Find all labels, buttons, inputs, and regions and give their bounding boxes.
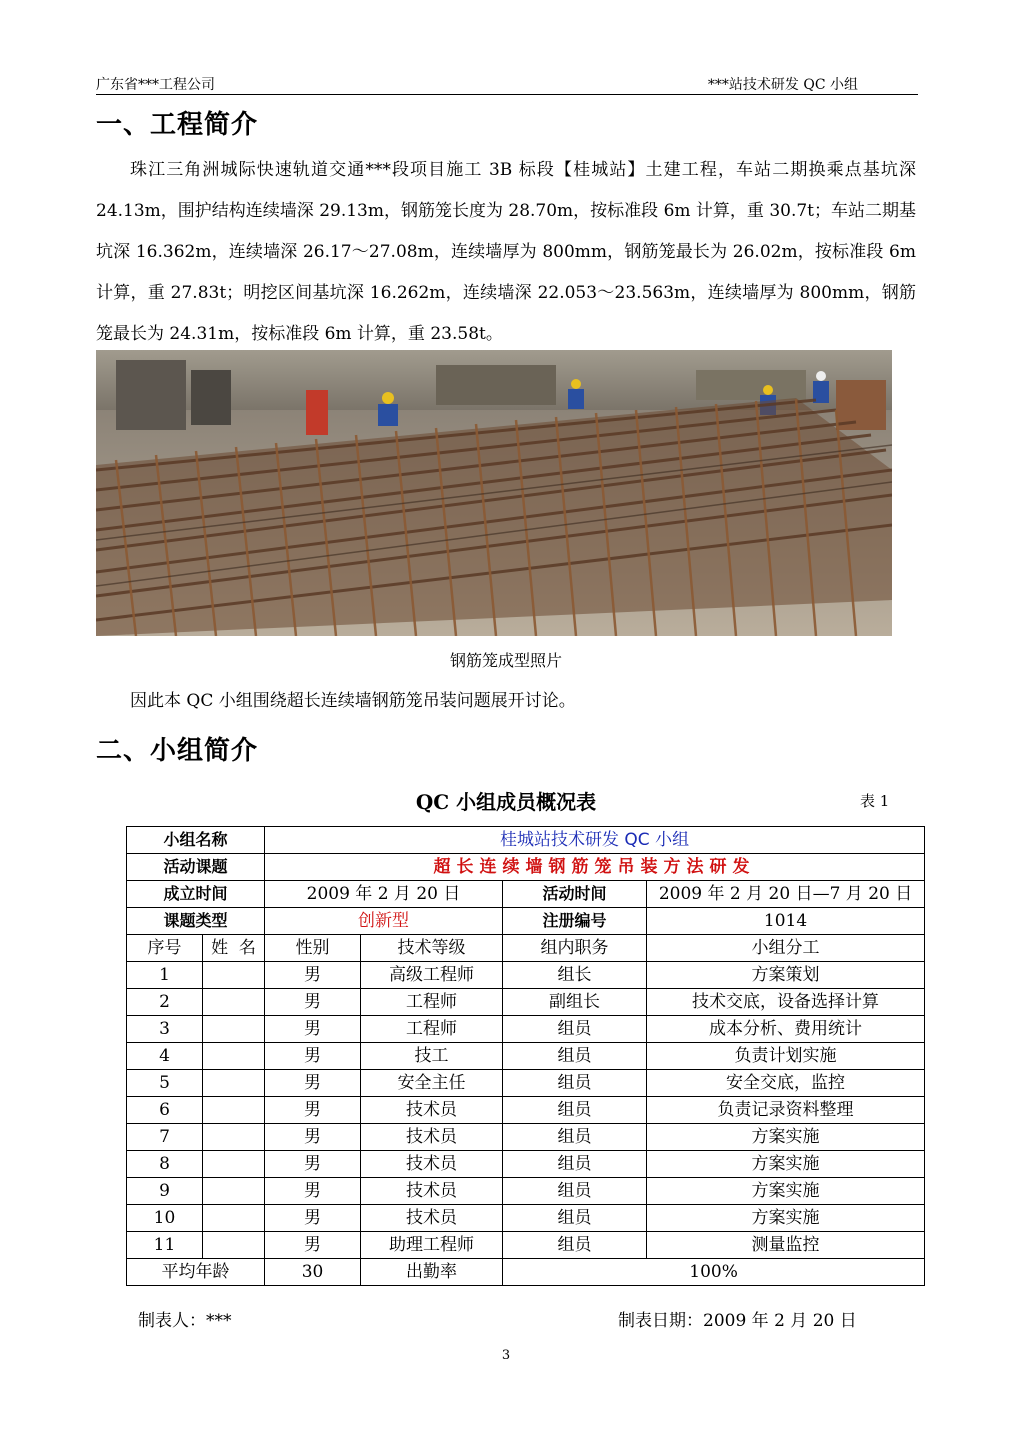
row-duty: 成本分析、费用统计	[647, 1016, 925, 1043]
row-duty: 负责计划实施	[647, 1043, 925, 1070]
section-title-group: 二、小组简介	[96, 736, 259, 766]
table-row	[127, 989, 925, 1016]
col-header-duty: 小组分工	[647, 935, 925, 962]
row-duty: 方案实施	[647, 1124, 925, 1151]
row-index: 6	[127, 1097, 203, 1124]
col-header-index: 序号	[127, 935, 203, 962]
type-value: 创新型	[265, 908, 503, 935]
member-header-row	[127, 935, 925, 962]
row-name	[203, 1097, 265, 1124]
row-duty: 方案实施	[647, 1178, 925, 1205]
row-gender: 男	[265, 1043, 361, 1070]
member-rows	[127, 962, 925, 1259]
table-row	[127, 1232, 925, 1259]
row-grade: 工程师	[361, 989, 503, 1016]
table-row	[127, 1151, 925, 1178]
row-grade: 助理工程师	[361, 1232, 503, 1259]
table-maker: 制表人：***	[138, 1311, 232, 1331]
founded-label: 成立时间	[127, 881, 265, 908]
table-title: QC 小组成员概况表	[415, 790, 597, 814]
group-name-label: 小组名称	[127, 827, 265, 854]
row-grade: 技术员	[361, 1097, 503, 1124]
activity-time-label: 活动时间	[503, 881, 647, 908]
row-name	[203, 1151, 265, 1178]
row-index: 10	[127, 1205, 203, 1232]
row-name	[203, 1124, 265, 1151]
row-index: 5	[127, 1070, 203, 1097]
row-gender: 男	[265, 1151, 361, 1178]
reg-value: 1014	[647, 908, 925, 935]
topic-value: 超长连续墙钢筋笼吊装方法研发	[265, 854, 925, 881]
row-gender: 男	[265, 1016, 361, 1043]
reg-label: 注册编号	[503, 908, 647, 935]
table-row	[127, 1043, 925, 1070]
col-header-name: 姓 名	[203, 935, 265, 962]
row-role: 副组长	[503, 989, 647, 1016]
page-header	[96, 72, 918, 95]
header-company: 广东省***工程公司	[96, 77, 215, 93]
row-duty: 方案实施	[647, 1151, 925, 1178]
row-index: 4	[127, 1043, 203, 1070]
table-row	[127, 1124, 925, 1151]
row-grade: 技工	[361, 1043, 503, 1070]
avg-age-label: 平均年龄	[127, 1259, 265, 1286]
row-gender: 男	[265, 1232, 361, 1259]
row-name	[203, 962, 265, 989]
activity-time-value: 2009 年 2 月 20 日—7 月 20 日	[647, 881, 925, 908]
row-grade: 工程师	[361, 1016, 503, 1043]
row-name	[203, 1016, 265, 1043]
avg-age-value: 30	[265, 1259, 361, 1286]
row-grade: 技术员	[361, 1205, 503, 1232]
header-group: ***站技术研发 QC 小组	[707, 77, 858, 93]
group-name-value: 桂城站技术研发 QC 小组	[265, 827, 925, 854]
row-gender: 男	[265, 962, 361, 989]
row-gender: 男	[265, 1205, 361, 1232]
row-name	[203, 1205, 265, 1232]
row-role: 组员	[503, 1232, 647, 1259]
attendance-label: 出勤率	[361, 1259, 503, 1286]
table-number: 表 1	[860, 792, 890, 810]
row-role: 组长	[503, 962, 647, 989]
project-description	[96, 150, 916, 355]
row-index: 3	[127, 1016, 203, 1043]
row-role: 组员	[503, 1178, 647, 1205]
row-role: 组员	[503, 1151, 647, 1178]
row-name	[203, 1178, 265, 1205]
row-grade: 技术员	[361, 1124, 503, 1151]
row-duty: 技术交底，设备选择计算	[647, 989, 925, 1016]
row-role: 组员	[503, 1070, 647, 1097]
row-gender: 男	[265, 1070, 361, 1097]
summary-row	[127, 1259, 925, 1286]
row-duty: 方案实施	[647, 1205, 925, 1232]
col-header-grade: 技术等级	[361, 935, 503, 962]
row-grade: 高级工程师	[361, 962, 503, 989]
rebar-cage-photo	[96, 350, 892, 636]
row-index: 11	[127, 1232, 203, 1259]
table-row	[127, 1205, 925, 1232]
table-row	[127, 1178, 925, 1205]
row-role: 组员	[503, 1124, 647, 1151]
row-role: 组员	[503, 1043, 647, 1070]
founded-value: 2009 年 2 月 20 日	[265, 881, 503, 908]
row-gender: 男	[265, 1097, 361, 1124]
topic-label: 活动课题	[127, 854, 265, 881]
row-name	[203, 989, 265, 1016]
row-name	[203, 1232, 265, 1259]
table-row	[127, 1016, 925, 1043]
row-gender: 男	[265, 1124, 361, 1151]
col-header-gender: 性别	[265, 935, 361, 962]
page-number: 3	[501, 1348, 511, 1363]
row-role: 组员	[503, 1016, 647, 1043]
row-duty: 安全交底，监控	[647, 1070, 925, 1097]
project-paragraph: 珠江三角洲城际快速轨道交通***段项目施工 3B 标段【桂城站】土建工程，车站二期换乘点基坑深 24.13m，围护结构连续墙深 29.13m，钢筋笼长度为 28.70m，按标准段 6m 计算，重 30.7t；车站二期基坑深 16.362m，连续墙深 26.17～27.08m，连续墙厚为 800mm，钢筋笼最长为 26.02m，按标准段 6m 计算，重 27.83t；明挖区间基坑深 16.262m，连续墙深 22.053～23.563m，连续墙厚为 800mm，钢筋笼最长为 24.31m，按标准段 6m 计算，重 23.58t。	[96, 160, 916, 344]
type-label: 课题类型	[127, 908, 265, 935]
row-index: 8	[127, 1151, 203, 1178]
row-index: 1	[127, 962, 203, 989]
row-grade: 安全主任	[361, 1070, 503, 1097]
col-header-role: 组内职务	[503, 935, 647, 962]
row-grade: 技术员	[361, 1178, 503, 1205]
conclusion-text: 因此本 QC 小组围绕超长连续墙钢筋笼吊装问题展开讨论。	[130, 691, 576, 711]
row-index: 2	[127, 989, 203, 1016]
row-index: 7	[127, 1124, 203, 1151]
attendance-value: 100%	[503, 1259, 925, 1286]
row-index: 9	[127, 1178, 203, 1205]
table-row	[127, 962, 925, 989]
row-duty: 负责记录资料整理	[647, 1097, 925, 1124]
row-duty: 测量监控	[647, 1232, 925, 1259]
table-row	[127, 1097, 925, 1124]
table-row	[127, 1070, 925, 1097]
row-role: 组员	[503, 1205, 647, 1232]
row-gender: 男	[265, 989, 361, 1016]
row-duty: 方案策划	[647, 962, 925, 989]
section-title-project: 一、工程简介	[96, 110, 259, 140]
row-gender: 男	[265, 1178, 361, 1205]
row-role: 组员	[503, 1097, 647, 1124]
photo-caption: 钢筋笼成型照片	[449, 651, 562, 670]
row-grade: 技术员	[361, 1151, 503, 1178]
row-name	[203, 1070, 265, 1097]
row-name	[203, 1043, 265, 1070]
qc-member-table	[126, 826, 925, 1286]
table-date: 制表日期：2009 年 2 月 20 日	[618, 1311, 857, 1331]
